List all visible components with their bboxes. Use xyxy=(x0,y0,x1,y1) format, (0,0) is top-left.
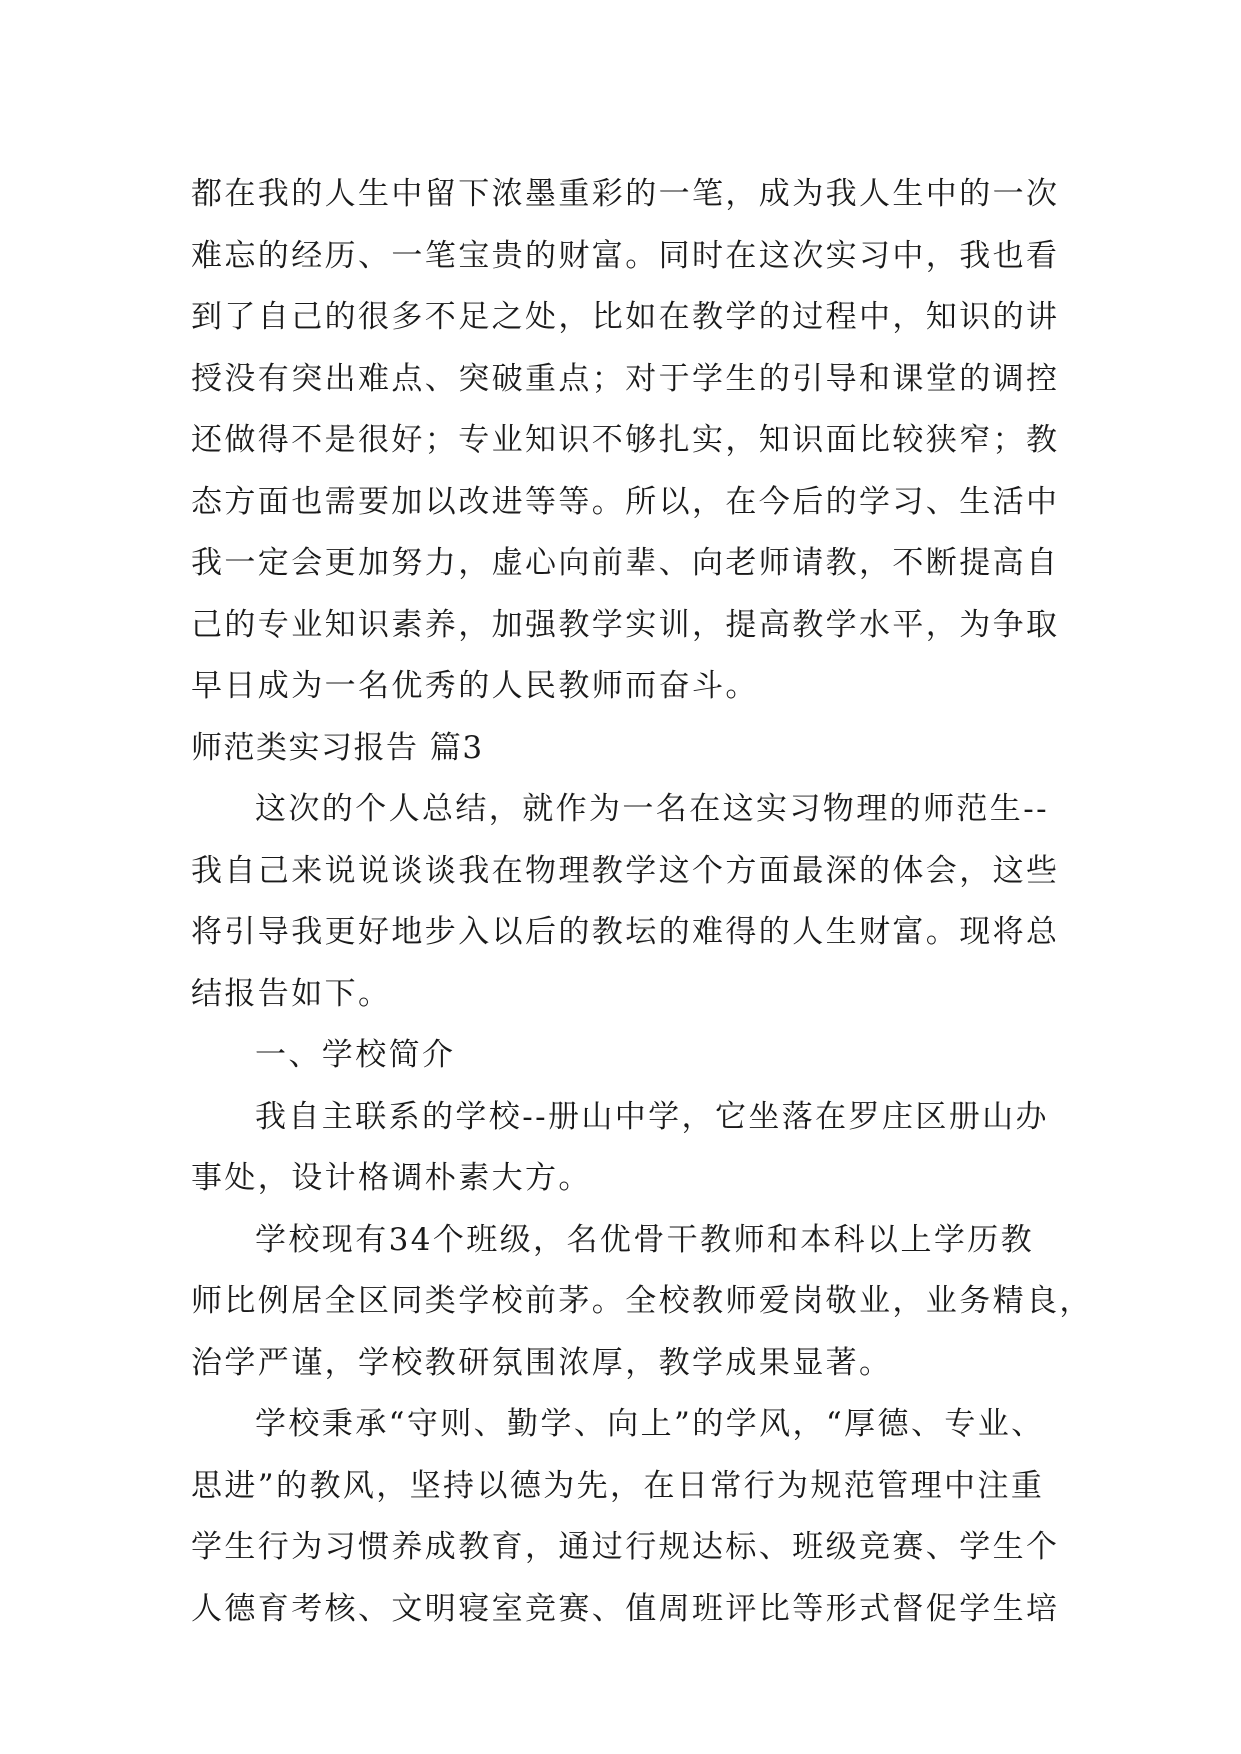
paragraph-line: 态方面也需要加以改进等等。所以，在今后的学习、生活中 xyxy=(191,483,1060,520)
paragraph-line: 这次的个人总结，就作为一名在这实习物理的师范生-- xyxy=(255,791,1049,827)
paragraph-line: 学生行为习惯养成教育，通过行规达标、班级竞赛、学生个 xyxy=(191,1529,1060,1565)
paragraph-line: 我一定会更加努力，虚心向前辈、向老师请教，不断提高自 xyxy=(191,545,1060,581)
subsection-heading: 一、学校简介 xyxy=(255,1037,456,1073)
paragraph-line: 早日成为一名优秀的人民教师而奋斗。 xyxy=(191,668,759,704)
paragraph-line: 人德育考核、文明寝室竞赛、值周班评比等形式督促学生培 xyxy=(191,1590,1060,1627)
paragraph-line: 我自己来说说谈谈我在物理教学这个方面最深的体会，这些 xyxy=(191,852,1060,889)
paragraph-line: 都在我的人生中留下浓墨重彩的一笔，成为我人生中的一次 xyxy=(191,176,1060,212)
paragraph-line: 思进”的教风，坚持以德为先，在日常行为规范管理中注重 xyxy=(191,1467,1045,1504)
paragraph-line: 难忘的经历、一笔宝贵的财富。同时在这次实习中，我也看 xyxy=(191,237,1060,274)
paragraph-line: 授没有突出难点、突破重点；对于学生的引导和课堂的调控 xyxy=(191,360,1060,397)
paragraph-line: 事处，设计格调朴素大方。 xyxy=(191,1160,592,1196)
paragraph-line: 师比例居全区同类学校前茅。全校教师爱岗敬业，业务精良， xyxy=(191,1283,1093,1319)
body-text xyxy=(191,164,1093,1640)
section-heading: 师范类实习报告 篇3 xyxy=(191,729,484,766)
paragraph-line: 学校秉承“守则、勤学、向上”的学风，“厚德、专业、 xyxy=(255,1406,1045,1442)
paragraph-line: 还做得不是很好；专业知识不够扎实，知识面比较狭窄；教 xyxy=(191,422,1060,458)
paragraph-line: 治学严谨，学校教研氛围浓厚，教学成果显著。 xyxy=(191,1344,893,1381)
paragraph-line: 将引导我更好地步入以后的教坛的难得的人生财富。现将总 xyxy=(191,914,1060,950)
paragraph-line: 学校现有34个班级，名优骨干教师和本科以上学历教 xyxy=(255,1221,1035,1258)
paragraph-line: 己的专业知识素养，加强教学实训，提高教学水平，为争取 xyxy=(191,606,1060,643)
paragraph-line: 结报告如下。 xyxy=(191,975,392,1012)
paragraph-line: 到了自己的很多不足之处，比如在教学的过程中，知识的讲 xyxy=(191,299,1060,335)
paragraph-line: 我自主联系的学校--册山中学，它坐落在罗庄区册山办 xyxy=(255,1098,1049,1135)
